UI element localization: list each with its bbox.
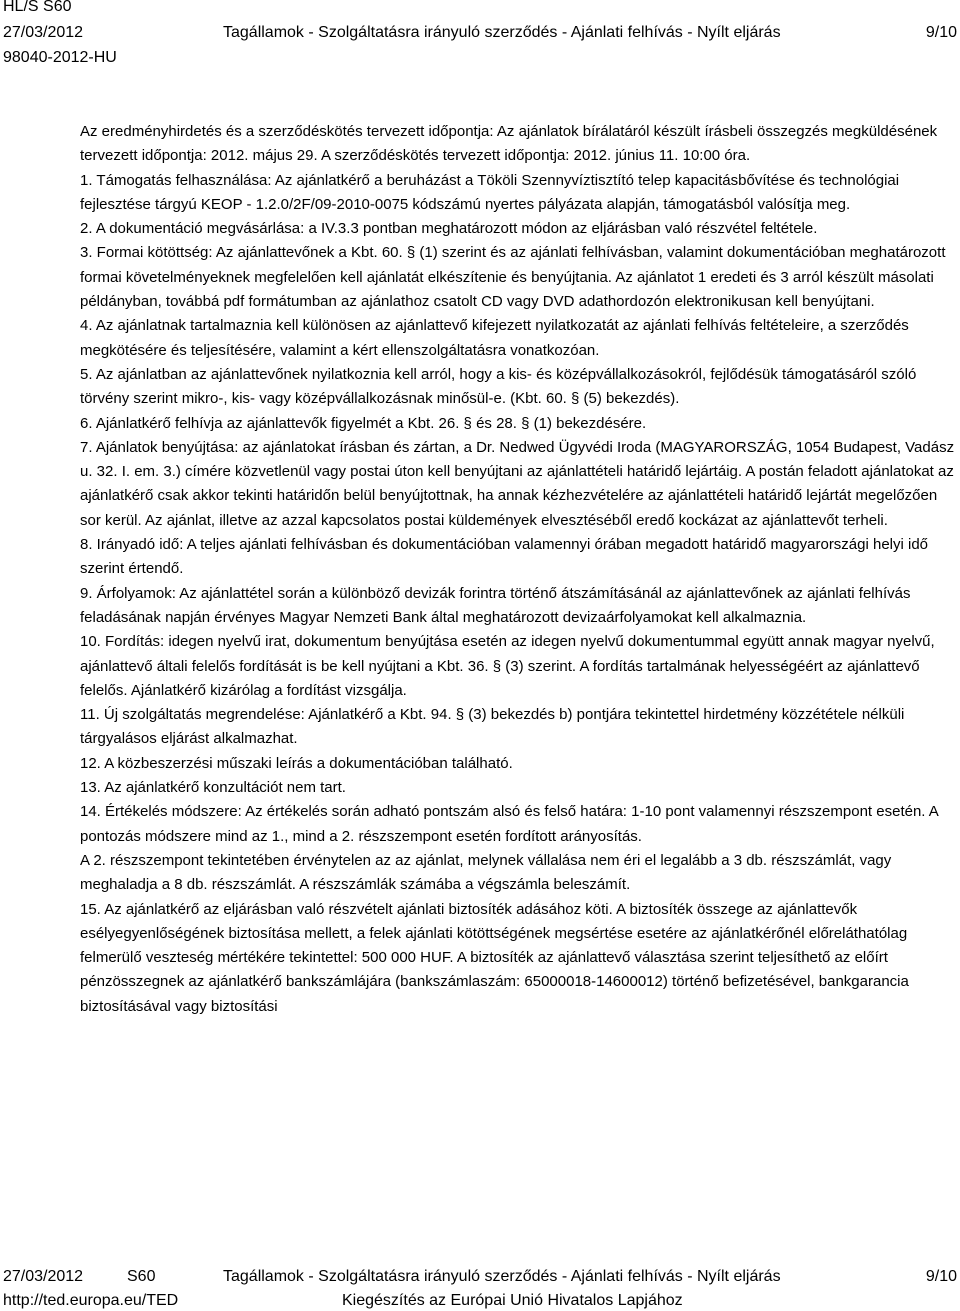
header-page-number: 9/10: [925, 24, 957, 41]
paragraph-5-sme-declaration: 5. Az ajánlatban az ajánlattevőnek nyilatkoznia kell arról, hogy a kis- és középvállalkozásokról, fejlődésük támogatásáról szóló törvény szerint mikro-, kis- vagy középvállalkozásnak minősül-e. (Kbt. 60. § (5) bekezdés).: [80, 365, 917, 408]
paragraph-7-submission: 7. Ajánlatok benyújtása: az ajánlatokat írásban és zártan, a Dr. Nedwed Ügyvédi Iroda (MAGYARORSZÁG, 1054 Budapest, Vadász u. 32. I. em. 3.) címére közvetlenül vagy postai úton kell benyújtani az ajánlattételi határidő lejártáig. A postán feladott ajánlatokat az ajánlatkérő csak akkor tekinti határidőn belül benyújtottnak, ha annak kézhezvételére az ajánlattételi határidő lejártát megelőzően sor kerül. Az ajánlat, illetve az azzal kapcsolatos postai küldemények elvesztéséből eredő kockázat az ajánlattevőt terheli.: [80, 438, 955, 529]
paragraph-15-guarantee: 15. Az ajánlatkérő az eljárásban való részvételt ajánlati biztosíték adásához köti. A biztosíték összege az ajánlattevők esélyegyenlőségének biztosítása mellett, a felek ajánlati kötöttségének megsértése esetére az ajánlatkérőnél előreláthatólag felmerülő veszteség mértékére tekintettel: 500 000 HUF. A biztosíték az ajánlattevő választása szerint teljesíthető az előírt pénzösszegnek az ajánlatkérő bankszámlájára (bankszámlaszám: 65000018-14600012) történő befizetésével, bankgarancia biztosításával vagy biztosítási: [80, 900, 909, 1015]
header-notice-number: 98040-2012-HU: [3, 49, 117, 66]
paragraph-4-contents: 4. Az ajánlatnak tartalmaznia kell különösen az ajánlattevő kifejezett nyilatkozatát az ajánlati felhívás feltételeire, a szerződés megkötésére és teljesítésére, valamint a kért ellenszolgáltatásra vonatkozóan.: [80, 317, 909, 359]
paragraph-13-consultation: 13. Az ajánlatkérő konzultációt nem tart.: [80, 779, 346, 797]
footer-series: S60: [127, 1268, 156, 1285]
paragraph-1-subsidy: 1. Támogatás felhasználása: Az ajánlatkérő a beruházást a Tököli Szennyvíztisztító telep kapacitásbővítése és technológiai fejlesztése tárgyú KEOP - 1.2.0/2F/09-2010-0075 kódszámú nyertes pályázata alapján, támogatásból valósítja meg.: [80, 171, 900, 213]
paragraph-11-new-services: 11. Új szolgáltatás megrendelése: Ajánlatkérő a Kbt. 94. § (3) bekezdés b) pontjára tekintettel hirdetmény közzététele nélküli tárgyalásos eljárást alkalmazhat.: [80, 706, 905, 748]
paragraph-9-exchange-rates: 9. Árfolyamok: Az ajánlattétel során a különböző devizák forintra történő átszámításánál az ajánlattevőnek az ajánlati felhívás feladásának napján érvényes Magyar Nemzeti Bank által meghatározott devizaárfolyamokat kell alkalmaznia.: [80, 584, 911, 626]
header-title: Tagállamok - Szolgáltatásra irányuló szerződés - Ajánlati felhívás - Nyílt eljárás: [223, 24, 781, 41]
paragraph-result-dates: Az eredményhirdetés és a szerződéskötés tervezett időpontja: Az ajánlatok bírálatáról készült írásbeli összegzés megküldésének tervezett időpontja: 2012. május 29. A szerződéskötés tervezett időpontja: 2012. június 11. 10:00 óra.: [80, 123, 938, 165]
footer-title: Tagállamok - Szolgáltatásra irányuló szerződés - Ajánlati felhívás - Nyílt eljárás: [223, 1268, 781, 1285]
paragraph-14-evaluation: 14. Értékelés módszere: Az értékelés során adható pontszám alsó és felső határa: 1-10 pont valamennyi részszempont esetén. A pontozás módszere mind az 1., mind a 2. részszempont esetén fordított arányosítás.: [80, 803, 938, 845]
paragraph-2-documentation: 2. A dokumentáció megvásárlása: a IV.3.3 pontban meghatározott módon az eljárásban való részvétel feltétele.: [80, 220, 818, 238]
paragraph-14-subcriterion: A 2. részszempont tekintetében érvénytelen az az ajánlat, melynek vállalása nem éri el legalább a 3 db. részszámlát, vagy meghaladja a 8 db. részszámlát. A részszámlák számába a végszámla beleszámít.: [80, 851, 892, 894]
footer-publisher: Kiegészítés az Európai Unió Hivatalos Lapjához: [342, 1292, 683, 1309]
paragraph-3-format: 3. Formai kötöttség: Az ajánlattevőnek a Kbt. 60. § (1) szerint és az ajánlati felhívásban, valamint dokumentációban meghatározott formai követelményeknek megfelelően kell ajánlatát elkészítenie és benyújtania. Az ajánlatot 1 eredeti és 3 arról készült másolati példányban, továbbá pdf formátumban az ajánlathoz csatolt CD vagy DVD adathordozón elektronikusan kell benyújtani.: [80, 244, 946, 311]
footer-date: 27/03/2012: [3, 1268, 84, 1285]
footer-url[interactable]: http://ted.europa.eu/TED: [3, 1292, 179, 1309]
footer-page-number: 9/10: [925, 1268, 957, 1285]
paragraph-10-translation: 10. Fordítás: idegen nyelvű irat, dokumentum benyújtása esetén az idegen nyelvű dokumentummal együtt annak magyar nyelvű, ajánlattevő általi felelős fordítását is be kell nyújtani a Kbt. 36. § (3) szerint. A fordítás tartalmának helyességéért az ajánlattevő felelős. Ajánlatkérő kizárólag a fordítást vizsgálja.: [80, 633, 935, 699]
paragraph-12-technical-spec: 12. A közbeszerzési műszaki leírás a dokumentációban található.: [80, 754, 513, 772]
header-doc-ref: HL/S S60: [3, 0, 72, 15]
document-body: [80, 120, 956, 1019]
paragraph-8-time: 8. Irányadó idő: A teljes ajánlati felhívásban és dokumentációban valamennyi órában megadott határidő magyarországi helyi idő szerint értendő.: [80, 536, 929, 578]
header-date: 27/03/2012: [3, 24, 84, 41]
paragraph-6-notice: 6. Ajánlatkérő felhívja az ajánlattevők figyelmét a Kbt. 26. § és 28. § (1) bekezdésére.: [80, 414, 647, 432]
